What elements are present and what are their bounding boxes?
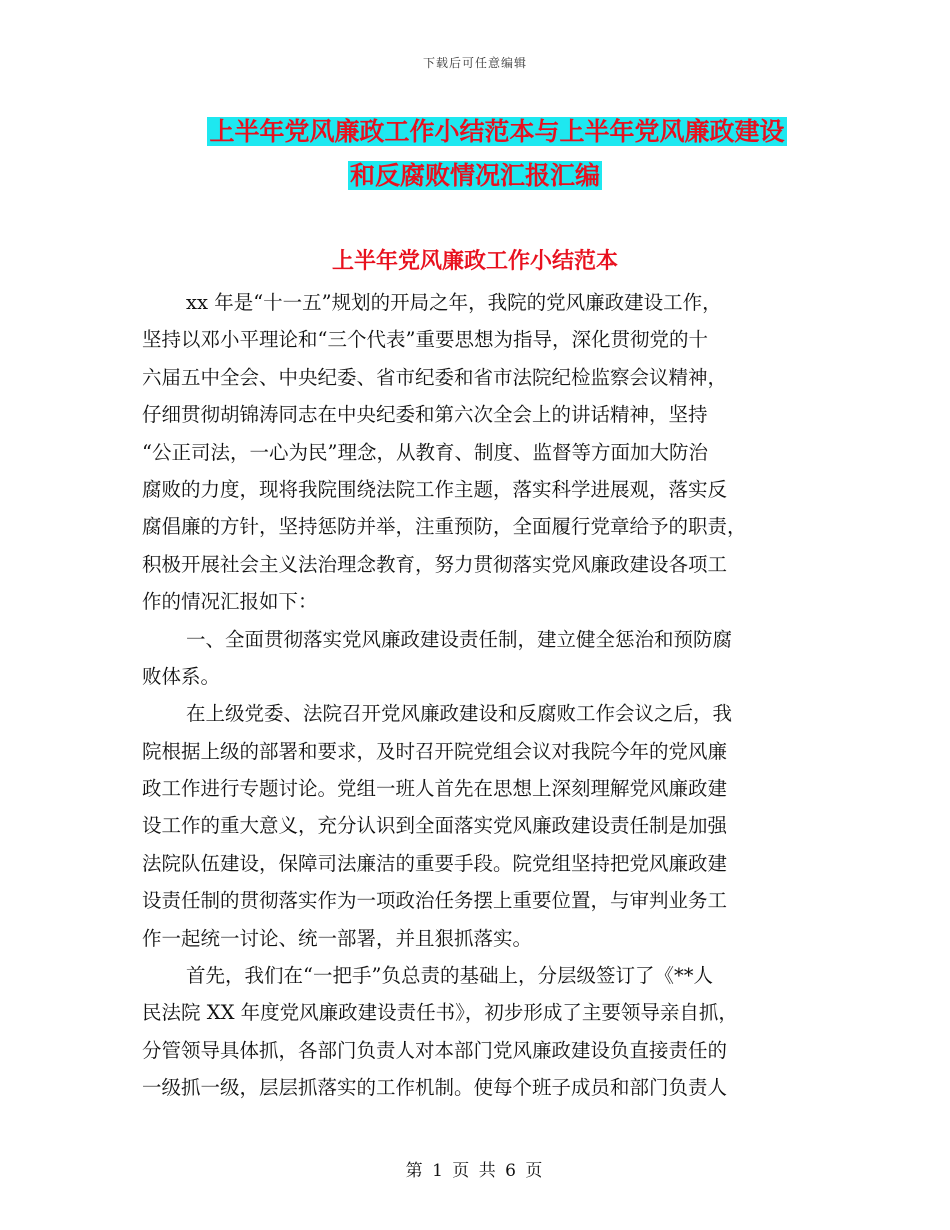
body-line: “公正司法，一心为民”理念，从教育、制度、监督等方面加大防治 xyxy=(142,440,708,464)
body-line: 设工作的重大意义，充分认识到全面落实党风廉政建设责任制是加强 xyxy=(142,814,728,838)
body-line: 分管领导具体抓，各部门负责人对本部门党风廉政建设负直接责任的 xyxy=(142,1038,728,1062)
body-line: 一、全面贯彻落实党风廉政建设责任制，建立健全惩治和预防腐 xyxy=(186,627,733,651)
document-title-line-1-text: 上半年党风廉政工作小结范本与上半年党风廉政建设 xyxy=(209,117,785,146)
document-title-line-2-text: 和反腐败情况汇报汇编 xyxy=(349,161,600,190)
body-line: 一级抓一级，层层抓落实的工作机制。使每个班子成员和部门负责人 xyxy=(142,1076,728,1100)
body-line: 腐倡廉的方针，坚持惩防并举，注重预防，全面履行党章给予的职责， xyxy=(142,515,747,539)
document-title-line-1 xyxy=(22,112,950,152)
body-line: 民法院 XX 年度党风廉政建设责任书》，初步形成了主要领导亲自抓， xyxy=(142,1001,738,1025)
page-number-footer: 第 1 页 共 6 页 xyxy=(405,1161,545,1181)
document-title-line-2 xyxy=(0,156,950,196)
body-line: 仔细贯彻胡锦涛同志在中央纪委和第六次全会上的讲话精神，坚持 xyxy=(142,403,708,427)
body-line: 败体系。 xyxy=(142,664,221,688)
body-line: xx 年是“十一五”规划的开局之年，我院的党风廉政建设工作， xyxy=(186,291,722,314)
section-heading: 上半年党风廉政工作小结范本 xyxy=(331,248,618,274)
body-line: 院根据上级的部署和要求，及时召开院党组会议对我院今年的党风廉 xyxy=(142,739,728,763)
body-line: 腐败的力度，现将我院围绕法院工作主题，落实科学进展观，落实反 xyxy=(142,477,728,501)
body-line: 政工作进行专题讨论。党组一班人首先在思想上深刻理解党风廉政建 xyxy=(142,777,728,801)
body-line: 设责任制的贯彻落实作为一项政治任务摆上重要位置，与审判业务工 xyxy=(142,889,728,913)
body-line: 六届五中全会、中央纪委、省市纪委和省市法院纪检监察会议精神， xyxy=(142,365,728,389)
body-line: 在上级党委、法院召开党风廉政建设和反腐败工作会议之后，我 xyxy=(186,702,733,726)
body-line: 法院队伍建设，保障司法廉洁的重要手段。院党组坚持把党风廉政建 xyxy=(142,851,728,875)
document-body xyxy=(142,284,802,1107)
body-line: 作的情况汇报如下： xyxy=(142,590,318,614)
body-line: 积极开展社会主义法治理念教育，努力贯彻落实党风廉政建设各项工 xyxy=(142,552,728,576)
body-line: 坚持以邓小平理论和“三个代表”重要思想为指导，深化贯彻党的十 xyxy=(142,328,708,352)
body-line: 作一起统一讨论、统一部署，并且狠抓落实。 xyxy=(142,926,533,950)
body-line: 首先，我们在“一把手”负总责的基础上，分层级签订了《**人 xyxy=(186,964,713,988)
page-header-note: 下载后可任意编辑 xyxy=(422,56,527,70)
